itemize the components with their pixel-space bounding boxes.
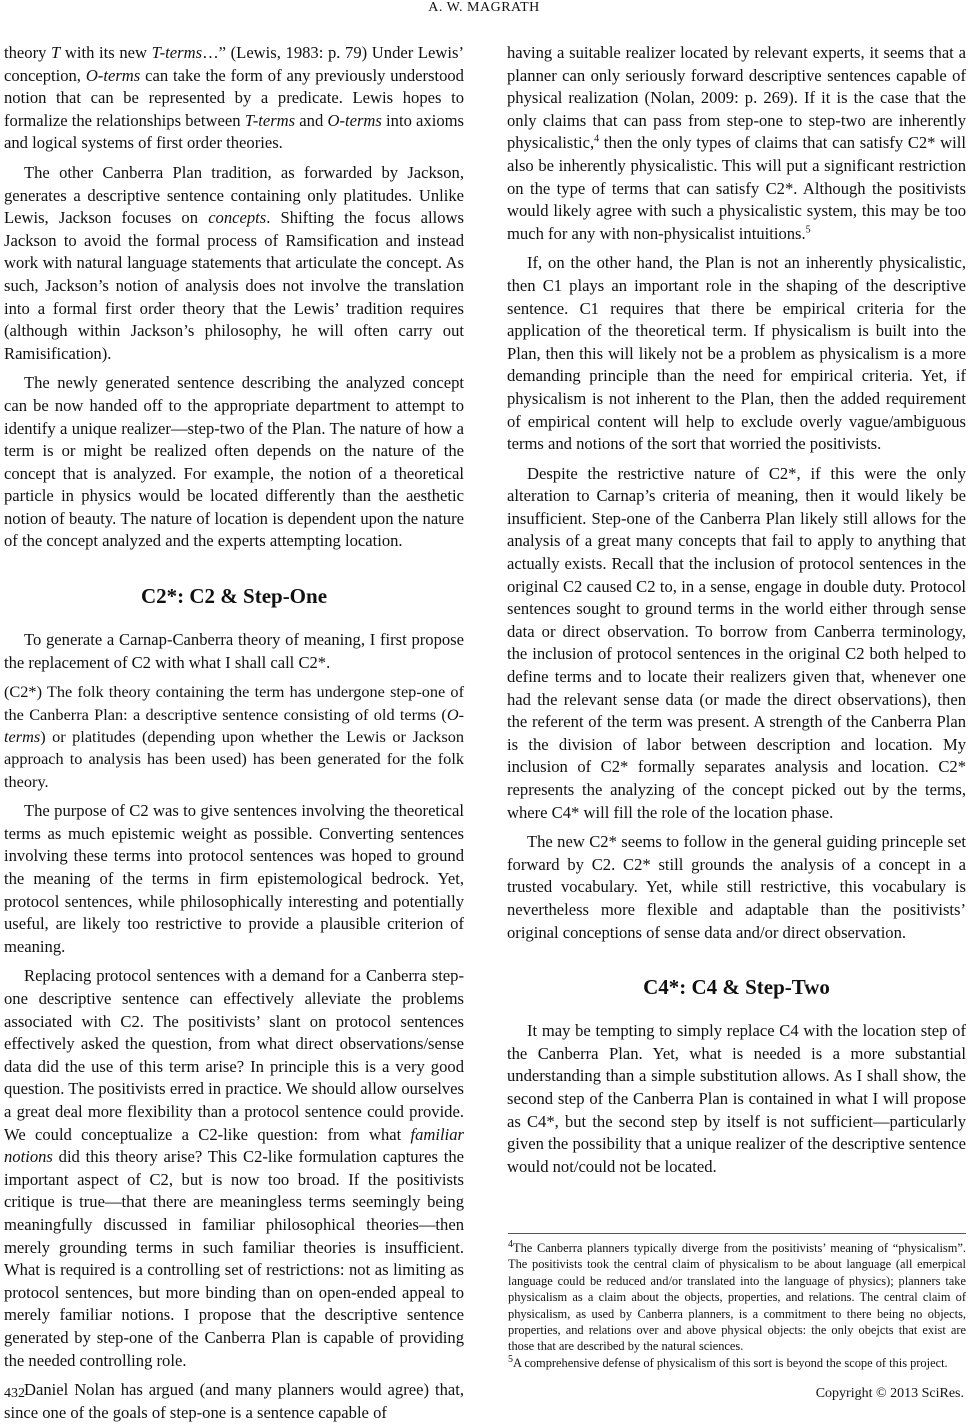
footnote-ref: 5 — [805, 224, 811, 236]
paragraph: The new C2* seems to follow in the general guiding princeple set forward by C2. C2* still grounds the analysis of a concept in a trusted vocabulary. Yet, while still restrictive, this vocabulary is nevertheless more flexible and adaptable than the positivists’ original conceptions of sense data and/or direct observation. — [507, 832, 966, 942]
page-number: 432 — [4, 1386, 25, 1401]
footnotes — [508, 1233, 966, 1371]
paragraph: having a suitable realizer located by relevant experts, it seems that a planner can only seriously forward descriptive sentences capable of physical realization (Nolan, 2009: p. 269). If it is the case that the only claims that can pass from step-one to step-two are inherently physicalistic,$^4$ then the only types of claims that can satisfy C2* will also be inherently physicalistic. This will put a significant restriction on the type of terms that can satisfy C2*. Although the positivists would likely agree with such a physicalistic system, this may be too much for any with non-physicalist intuitions.$^5$ — [507, 43, 966, 243]
paragraph: To generate a Carnap-Canberra theory of meaning, I first propose the replacement of C2 with what I shall call C2*. — [4, 630, 464, 672]
paragraph: Daniel Nolan has argued (and many planners would agree) that, since one of the goals of step-one is a sentence capable of — [4, 1380, 464, 1422]
left-column — [4, 42, 464, 1424]
paragraph: Despite the restrictive nature of C2*, if this were the only alteration to Carnap’s criteria of meaning, then it would likely be insufficient. Step-one of the Canberra Plan likely still allows for the analysis of a great many concepts that fail to apply to anything that actually exists. Recall that the inclusion of protocol sentences in the original C2 caused C2 to, in a sense, engage in double duty. Protocol sentences sought to ground terms in the world either through sense data or direct observation. To borrow from Canberra terminology, the inclusion of protocol sentences in the original C2 both helped to define terms and to locate their realizers given that, whenever one had the relevant sense data (or made the direct observations), then the referent of the term was present. A strength of the Canberra Plan is the division of labor between description and location. My inclusion of C2* formally separates analysis and location. C2* represents the analyzing of the concept picked out by the terms, where C4* will fill the role of the location phase. — [507, 463, 966, 822]
section-heading: C2*: C2 & Step-One — [140, 584, 328, 609]
paragraph: If, on the other hand, the Plan is not an inherently physicalistic, then C1 plays an important role in the shaping of the descriptive sentence. C1 requires that there be empirical criteria for the application of the theoretical term. If physicalism is built into the Plan, then this will likely not be a problem as physicalism is a more demanding principle than the need for empirical criteria. Yet, if physicalism is not inherent to the Plan, then the added requirement of empirical content will help to exclude overly vague/ambiguous terms and notions of the sort that worried the positivists. — [507, 253, 966, 454]
paragraph: The newly generated sentence describing the analyzed concept can be now handed off to the appropriate department to attempt to identify a unique realizer—step-two of the Plan. The nature of how a term is or might be realized often depends on the nature of the concept that is analyzed. For example, the notion of a theoretical particle in physics would be located differently than the aesthetic notion of beauty. The nature of location is dependent upon the nature of the concept analyzed and the experts attempting location. — [4, 373, 464, 551]
paragraph: It may be tempting to simply replace C4 with the location step of the Canberra Plan. Yet, what is needed is a more substantial understanding than a simple substitution allows. As I shall show, the second step of the Canberra Plan is contained in what I will propose as C4*, but the second step by itself is not sufficient—particularly given the possibility that a unique realizer of the descriptive sentence would not/could not be located. — [507, 1021, 966, 1176]
footnote: $^5$A comprehensive defense of physicalism of this sort is beyond the scope of this project. — [508, 1353, 948, 1370]
paragraph: theory T with its new T-terms…” (Lewis, 1983: p. 79) Under Lewis’ conception, O-terms can take the form of any previously understood notion that can be represented by a predicate. Lewis hopes to formalize the relationships between T-terms and O-terms into axioms and logical systems of first order theories. — [4, 43, 464, 153]
paragraph: The other Canberra Plan tradition, as forwarded by Jackson, generates a descriptive sentence containing only platitudes. Unlike Lewis, Jackson focuses on concepts. Shifting the focus allows Jackson to avoid the formal process of Ramsification and instead work with natural language statements that articulate the concept. As such, Jackson’s notion of analysis does not involve the translation into a formal first order theory that the Lewis’ tradition requires (although within Jackson’s philosophy, he will often carry out Ramisification). — [4, 162, 464, 363]
footnote: $^4$The Canberra planners typically diverge from the positivists’ meaning of “physicalism”. The positivists took the central claim of physicalism to be about language (all emerpical language could be reduced and/or translated into the language of physics); planners take physicalism as a claim about the objects, properties, and relations. The central claim of physicalism, as used by Canberra planners, is a commitment to there being no objects, properties, and relations over and above physical objects: the only obejcts that exist are those that are described by the natural sciences. — [508, 1238, 966, 1354]
block-quote: (C2*) The folk theory containing the term has undergone step-one of the Canberra Plan: a descriptive sentence consisting of old terms (O-terms) or platitudes (depending upon whether the Lewis or Jackson approach to analysis has been used) has been generated for the folk theory. — [4, 682, 464, 791]
running-header: A. W. MAGRATH — [428, 0, 540, 15]
paragraph: The purpose of C2 was to give sentences involving the theoretical terms as much epistemic weight as possible. Converting sentences involving these terms into protocol sentences was hoped to ground the meaning of the terms in firm epistemological bedrock. Yet, protocol sentences, while philosophically interesting and potentially useful, are likely too restrictive to provide a plausible criterion of meaning. — [4, 801, 464, 956]
right-column — [507, 42, 966, 1178]
footnote-ref: 4 — [594, 133, 600, 145]
paragraph: Replacing protocol sentences with a demand for a Canberra step-one descriptive sentence can effectively alleviate the problems associated with C2. The positivists’ slant on protocol sentences effectively asked the question, from what direct observations/sense data did the use of this term arise? In principle this is a very good question. The positivists erred in practice. We should allow ourselves a great deal more flexibility than a protocol sentence could provide. We could conceptualize a C2-like question: from what familiar notions did this theory arise? This C2-like formulation captures the important aspect of C2, but is now too broad. If the positivists critique is true—that there are meaningless terms seemingly being meaningfully discussed in familiar philosophical theories—then merely grounding terms in such familiar theories is insufficient. What is required is a controlling set of restrictions: not as limiting as protocol sentences, but more binding than on open-ended appeal to merely familiar notions. I propose that the descriptive sentence generated by step-one of the Canberra Plan is capable of providing the needed controlling role. — [4, 966, 464, 1370]
section-heading: C4*: C4 & Step-Two — [643, 975, 830, 1000]
copyright: Copyright © 2013 SciRes. — [815, 1386, 964, 1401]
